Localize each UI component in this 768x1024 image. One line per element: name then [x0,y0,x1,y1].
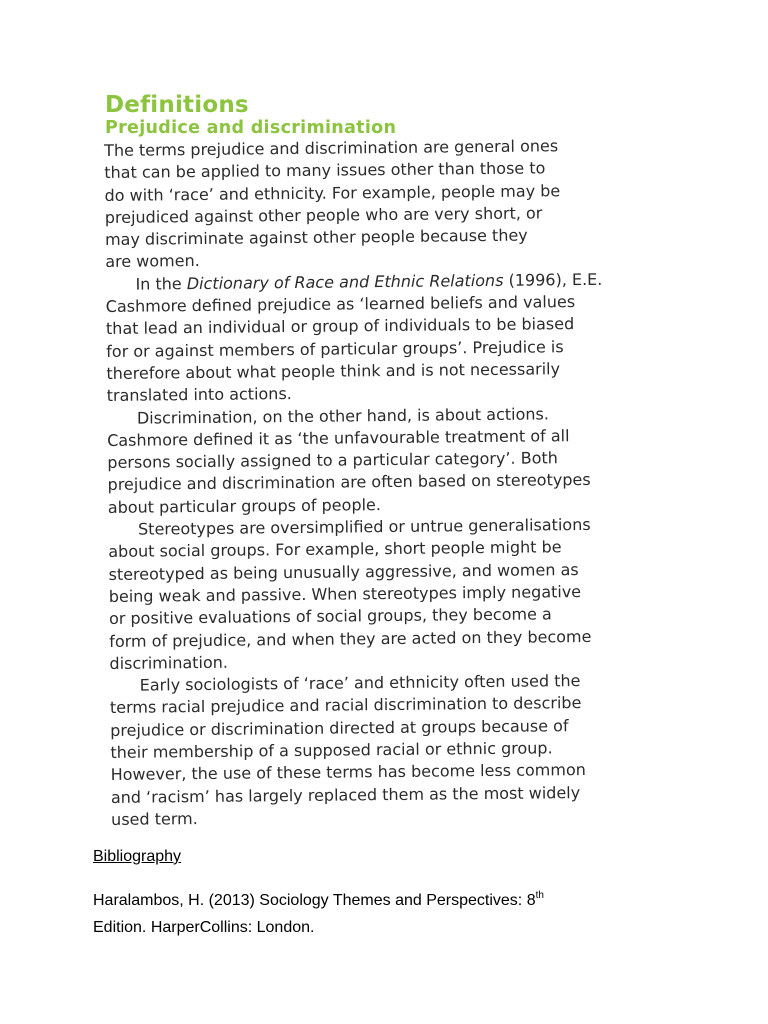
excerpt-line: their membership of a supposed racial or ethnic group. [110,738,553,762]
excerpt-line: are women. [105,251,200,272]
excerpt-line: prejudiced against other people who are very short, or [104,203,543,227]
excerpt-line: prejudice or discrimination directed at groups because of [110,715,569,740]
excerpt-line: translated into actions. [106,384,292,406]
excerpt-line: Early sociologists of ‘race’ and ethnicity often used the [139,671,581,695]
excerpt-line: or positive evaluations of social groups, they become a [108,604,552,629]
book-title: Dictionary of Race and Ethnic Relations [186,270,504,293]
excerpt-line: that can be applied to many issues other than those to [104,158,546,183]
excerpt-line-text: In the [135,273,187,294]
bibliography-entry-superscript: th [535,890,544,901]
excerpt-line: for or against members of particular groups’. Prejudice is [106,336,564,361]
excerpt-body [104,134,731,832]
excerpt-line: prejudice and discrimination are often based on stereotypes [107,470,591,495]
excerpt-line: form of prejudice, and when they are acted on they become [109,626,592,651]
section-heading: Definitions [105,92,249,118]
excerpt-line: and ‘racism’ has largely replaced them as the most widely [110,782,581,807]
excerpt-line: Cashmore defined prejudice as ‘learned beliefs and values [105,292,576,317]
excerpt-line: Cashmore defined it as ‘the unfavourable treatment of all [107,426,570,450]
excerpt-line: about social groups. For example, short people might be [108,537,562,562]
section-subheading: Prejudice and discrimination [105,118,397,138]
bibliography-entry-main: Haralambos, H. (2013) Sociology Themes and Perspectives: 8 [93,892,536,909]
excerpt-line-text: (1996), E.E. [503,269,603,290]
excerpt-line: stereotyped as being unusually aggressive, and women as [108,559,579,584]
excerpt-line: used term. [111,808,198,829]
excerpt-line: may discriminate against other people because they [104,225,528,250]
excerpt-line: therefore about what people think and is not necessarily [106,359,561,383]
excerpt-line: persons socially assigned to a particular category’. Both [107,448,558,473]
excerpt-line: discrimination. [109,652,229,673]
bibliography-entry [93,882,693,941]
bibliography-entry-line2: Edition. HarperCollins: London. [93,919,315,936]
excerpt-line: However, the use of these terms has become less common [110,760,586,785]
excerpt-line: Stereotypes are oversimplified or untrue generalisations [137,514,591,539]
excerpt-line: do with ‘race’ and ethnicity. For example, people may be [104,180,561,205]
excerpt-line: that lead an individual or group of individuals to be biased [105,314,575,339]
bibliography-heading: Bibliography [93,848,182,865]
excerpt-line: about particular groups of people. [107,494,382,517]
excerpt-line: being weak and passive. When stereotypes imply negative [108,581,582,606]
excerpt-line: The terms prejudice and discrimination are general ones [104,136,559,160]
excerpt-line: terms racial prejudice and racial discrimination to describe [109,693,582,718]
excerpt-line: Discrimination, on the other hand, is about actions. [136,403,549,428]
